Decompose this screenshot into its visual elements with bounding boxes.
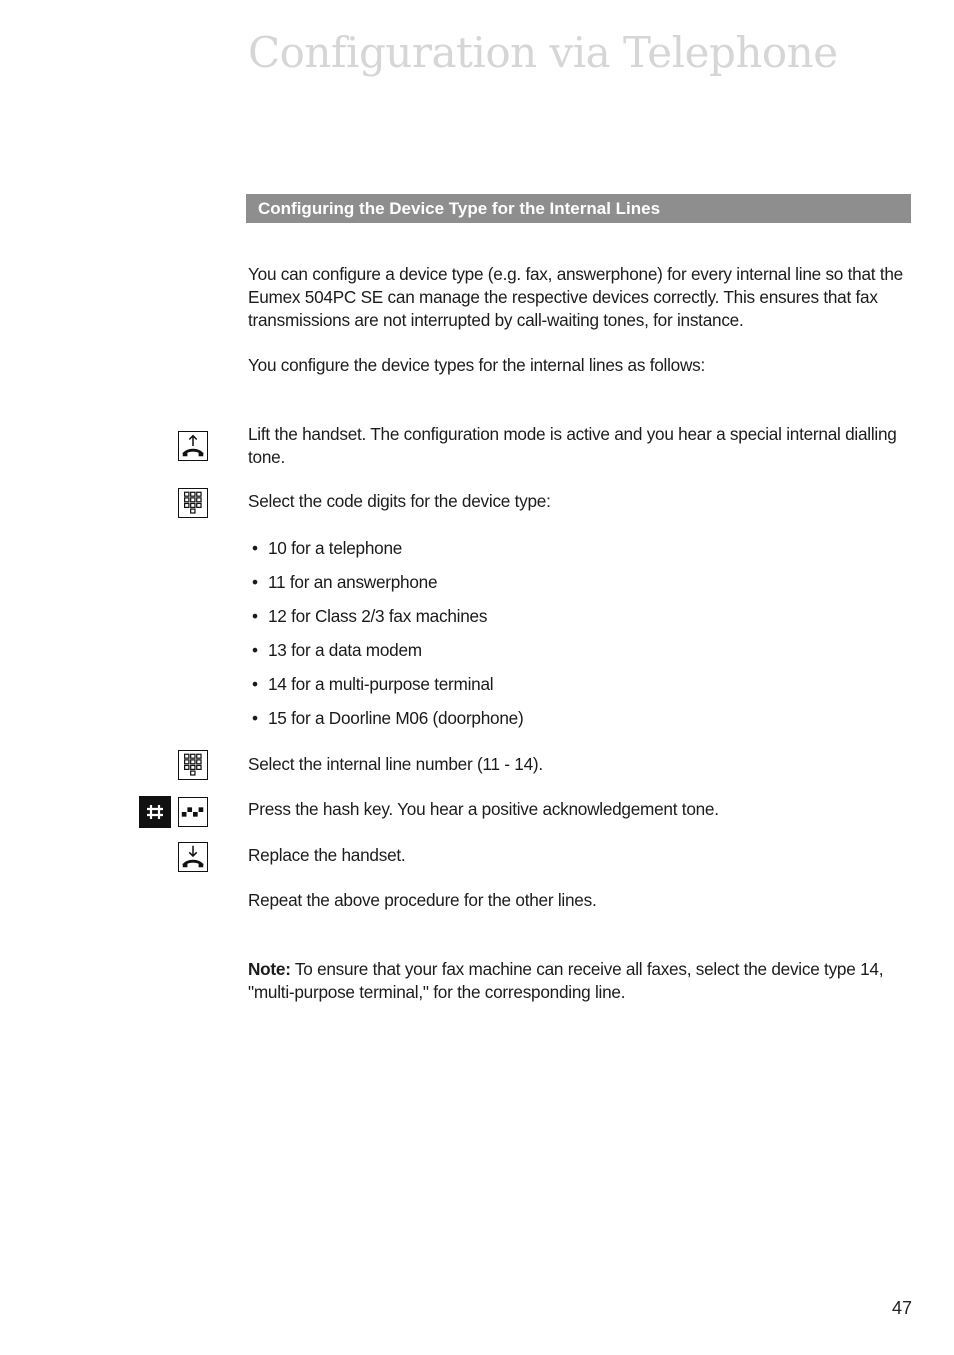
list-item: • 12 for Class 2/3 fax machines: [252, 606, 488, 626]
note: [248, 958, 913, 1004]
keypad-icon: [178, 488, 208, 518]
section-heading: Configuring the Device Type for the Internal Lines: [246, 194, 911, 223]
list-item: • 11 for an answerphone: [252, 572, 438, 592]
page-title: Configuration via Telephone: [248, 28, 838, 77]
acknowledgement-tone-icon: [178, 797, 208, 827]
step-hash-text: Press the hash key. You hear a positive acknowledgement tone.: [248, 799, 719, 819]
lift-handset-icon: [178, 431, 208, 461]
instructions-lead: You configure the device types for the internal lines as follows:: [248, 355, 706, 375]
step-select-code-text: Select the code digits for the device type:: [248, 491, 551, 511]
note-text: To ensure that your fax machine can receive all faxes, select the device type 14, "multi-purpose terminal," for the corresponding line.: [248, 959, 884, 1002]
intro-paragraph: [248, 263, 913, 332]
list-item: • 15 for a Doorline M06 (doorphone): [252, 708, 524, 728]
step-lift-text: Lift the handset. The configuration mode is active and you hear a special internal dialling tone.: [248, 424, 897, 467]
step-repeat-text: Repeat the above procedure for the other lines.: [248, 890, 597, 910]
replace-handset-icon: [178, 842, 208, 872]
list-item: • 14 for a multi-purpose terminal: [252, 674, 494, 694]
step-replace-text: Replace the handset.: [248, 845, 406, 865]
list-item: • 10 for a telephone: [252, 538, 403, 558]
keypad-icon: [178, 750, 208, 780]
note-label: Note:: [248, 959, 291, 979]
step-select-line-text: Select the internal line number (11 - 14).: [248, 754, 543, 774]
page-number: 47: [891, 1298, 912, 1318]
hash-key-icon: [139, 796, 171, 828]
intro-paragraph-text: You can configure a device type (e.g. fax, answerphone) for every internal line so that the Eumex 504PC SE can manage the respective devices correctly. This ensures that fax transmissions are not interrupted by call-waiting tones, for instance.: [248, 264, 903, 330]
list-item: • 13 for a data modem: [252, 640, 422, 660]
